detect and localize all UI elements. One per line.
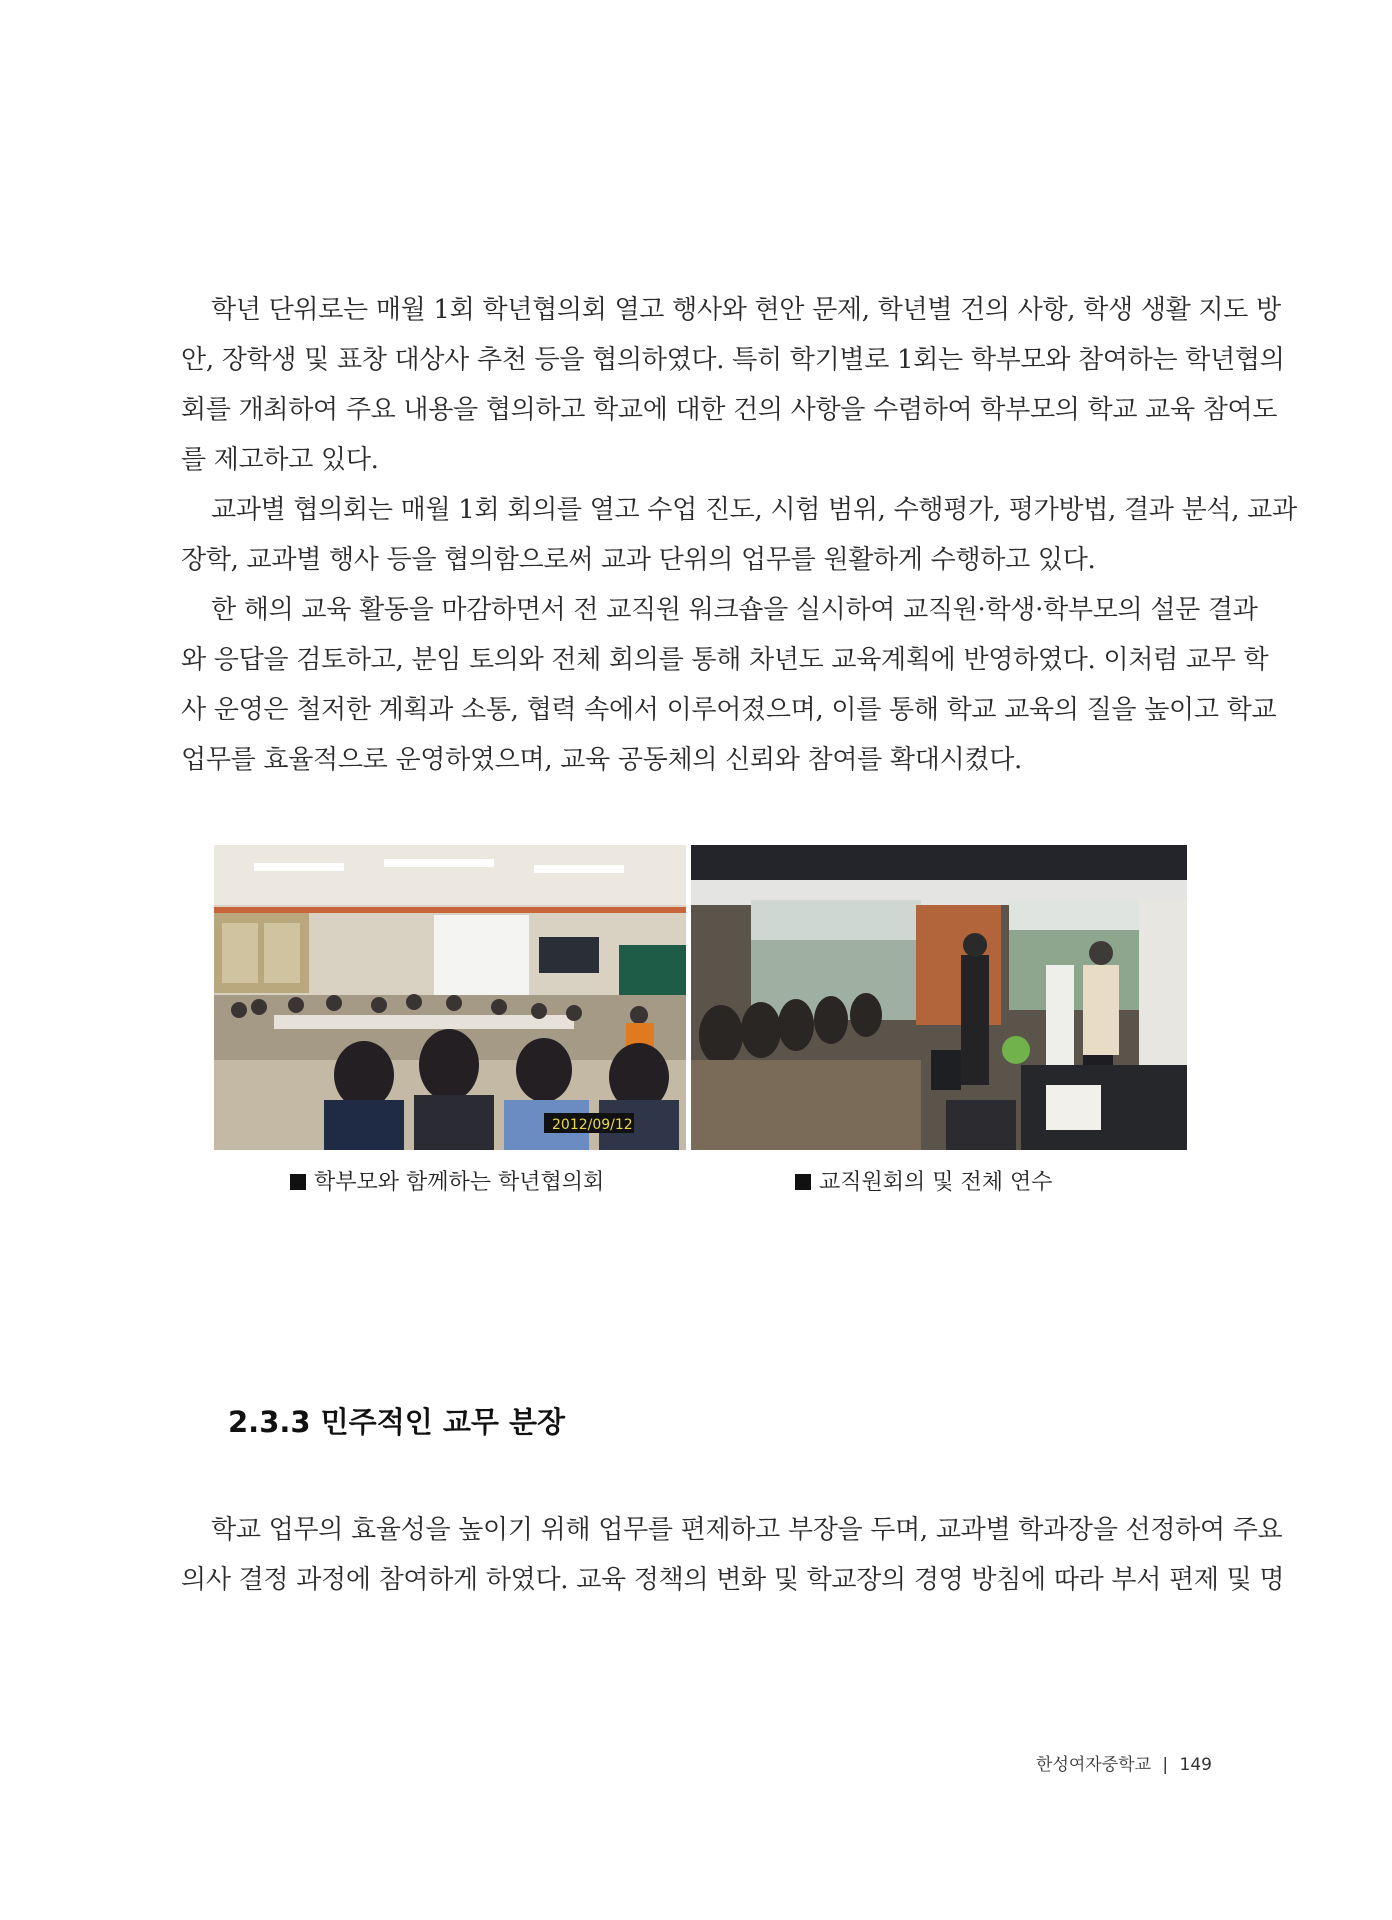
photo-caption-grade-council: [290, 1165, 604, 1196]
paragraph-subject-council: [181, 485, 1297, 585]
photo-staff-meeting-image: [691, 845, 1187, 1150]
photo-date-stamp: 2012/09/12: [552, 1117, 633, 1133]
text-line: 와 응답을 검토하고, 분임 토의와 전체 회의를 통해 차년도 교육계획에 반영하였다. 이처럼 교무 학: [181, 645, 1269, 675]
page-footer: [1036, 1750, 1212, 1775]
photo-grade-council-image: [214, 845, 686, 1150]
text-line: 한 해의 교육 활동을 마감하면서 전 교직원 워크숍을 실시하여 교직원·학생·학부모의 설문 결과: [211, 595, 1258, 625]
text-line: 의사 결정 과정에 참여하게 하였다. 교육 정책의 변화 및 학교장의 경영 방침에 따라 부서 편제 및 명: [181, 1565, 1285, 1595]
page-number: 149: [1179, 1755, 1212, 1775]
photo-grade-council: [214, 845, 686, 1150]
photo-caption-staff-meeting: [795, 1165, 1053, 1196]
text-line: 학년 단위로는 매월 1회 학년협의회 열고 행사와 현안 문제, 학년별 건의 사항, 학생 생활 지도 방: [211, 295, 1281, 325]
footer-school-name: 한성여자중학교: [1036, 1755, 1151, 1775]
paragraph-grade-council: [181, 285, 1285, 485]
square-bullet-icon: [290, 1174, 306, 1190]
text-line: 회를 개최하여 주요 내용을 협의하고 학교에 대한 건의 사항을 수렴하여 학부모의 학교 교육 참여도: [181, 395, 1278, 425]
text-line: 업무를 효율적으로 운영하였으며, 교육 공동체의 신뢰와 참여를 확대시켰다.: [181, 745, 1022, 775]
text-line: 학교 업무의 효율성을 높이기 위해 업무를 편제하고 부장을 두며, 교과별 학과장을 선정하여 주요: [211, 1515, 1283, 1545]
section-heading: 2.3.3 민주적인 교무 분장: [228, 1405, 565, 1439]
photo-staff-meeting: [691, 845, 1187, 1150]
caption-text: 학부모와 함께하는 학년협의회: [314, 1170, 605, 1195]
paragraph-democratic-division: [181, 1505, 1285, 1605]
text-line: 안, 장학생 및 표창 대상사 추천 등을 협의하였다. 특히 학기별로 1회는 학부모와 참여하는 학년협의: [181, 345, 1285, 375]
caption-text: 교직원회의 및 전체 연수: [819, 1170, 1053, 1195]
text-line: 교과별 협의회는 매월 1회 회의를 열고 수업 진도, 시험 범위, 수행평가, 평가방법, 결과 분석, 교과: [211, 495, 1297, 525]
text-line: 를 제고하고 있다.: [181, 445, 379, 475]
paragraph-staff-workshop: [181, 585, 1277, 785]
text-line: 장학, 교과별 행사 등을 협의함으로써 교과 단위의 업무를 원활하게 수행하고 있다.: [181, 545, 1096, 575]
square-bullet-icon: [795, 1174, 811, 1190]
footer-separator: |: [1162, 1755, 1169, 1775]
text-line: 사 운영은 철저한 계획과 소통, 협력 속에서 이루어졌으며, 이를 통해 학교 교육의 질을 높이고 학교: [181, 695, 1277, 725]
